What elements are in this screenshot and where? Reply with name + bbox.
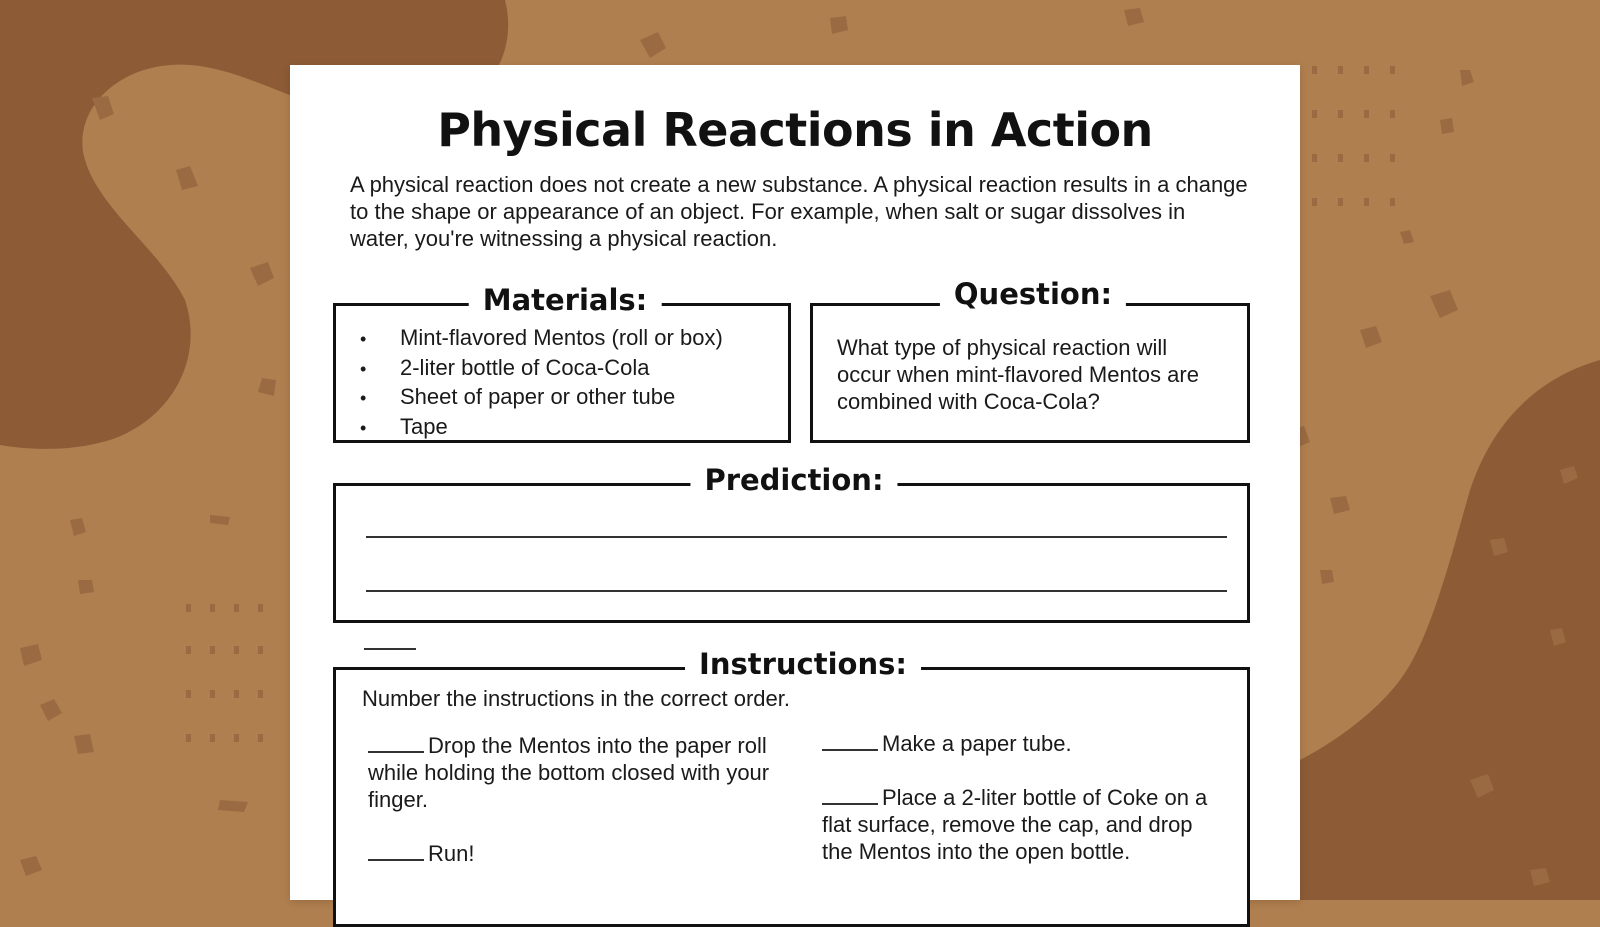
- instructions-lead: Number the instructions in the correct order.: [362, 686, 790, 711]
- prediction-box: [333, 463, 1250, 623]
- instruction-step: [368, 840, 778, 867]
- order-blank[interactable]: [368, 735, 424, 753]
- material-item-label: Sheet of paper or other tube: [400, 384, 676, 409]
- question-text: What type of physical reaction will occur when mint-flavored Mentos are combined with Coca-Cola?: [837, 335, 1199, 414]
- instructions-box: [333, 647, 1250, 927]
- blank-line: [364, 648, 416, 650]
- bullet-icon: •: [360, 388, 367, 408]
- instructions-heading: Instructions:: [685, 644, 921, 684]
- intro-paragraph: A physical reaction does not create a new substance. A physical reaction results in a change to the shape or appearance of an object. For example, when salt or sugar dissolves in water, you're witnessing a physical reaction.: [350, 172, 1248, 251]
- material-item-label: Mint-flavored Mentos (roll or box): [400, 325, 723, 350]
- order-blank[interactable]: [822, 787, 878, 805]
- list-item: [360, 354, 723, 384]
- instruction-step-text: Make a paper tube.: [882, 731, 1072, 756]
- instruction-step: [368, 732, 778, 813]
- prediction-answer-line[interactable]: [366, 536, 1227, 538]
- instruction-step: [822, 784, 1212, 865]
- materials-list: [360, 324, 723, 442]
- list-item: [360, 413, 723, 443]
- materials-box: [333, 283, 791, 443]
- materials-heading: Materials:: [469, 280, 662, 320]
- instruction-step-text: Place a 2-liter bottle of Coke on a flat surface, remove the cap, and drop the Mentos into the open bottle.: [822, 785, 1208, 864]
- question-box: [810, 277, 1250, 443]
- bullet-icon: •: [360, 329, 367, 349]
- background-dot-grid-left: [186, 604, 263, 742]
- prediction-answer-line[interactable]: [366, 590, 1227, 592]
- material-item-label: 2-liter bottle of Coca-Cola: [400, 354, 650, 380]
- prediction-heading: Prediction:: [690, 460, 897, 500]
- bullet-icon: •: [360, 417, 367, 438]
- order-blank[interactable]: [368, 843, 424, 861]
- material-item-label: Tape: [400, 413, 448, 439]
- question-heading: Question:: [940, 274, 1126, 314]
- bullet-icon: •: [360, 358, 367, 379]
- list-item: [360, 383, 723, 413]
- order-blank[interactable]: [822, 733, 878, 751]
- instruction-step-text: Drop the Mentos into the paper roll while holding the bottom closed with your finger.: [368, 733, 770, 812]
- worksheet-title: Physical Reactions in Action: [437, 103, 1153, 157]
- background-dot-grid-right: [1312, 66, 1395, 206]
- list-item: [360, 324, 723, 354]
- worksheet-page: [290, 65, 1300, 900]
- instruction-step-text: Run!: [428, 841, 475, 866]
- instruction-step: [822, 730, 1222, 757]
